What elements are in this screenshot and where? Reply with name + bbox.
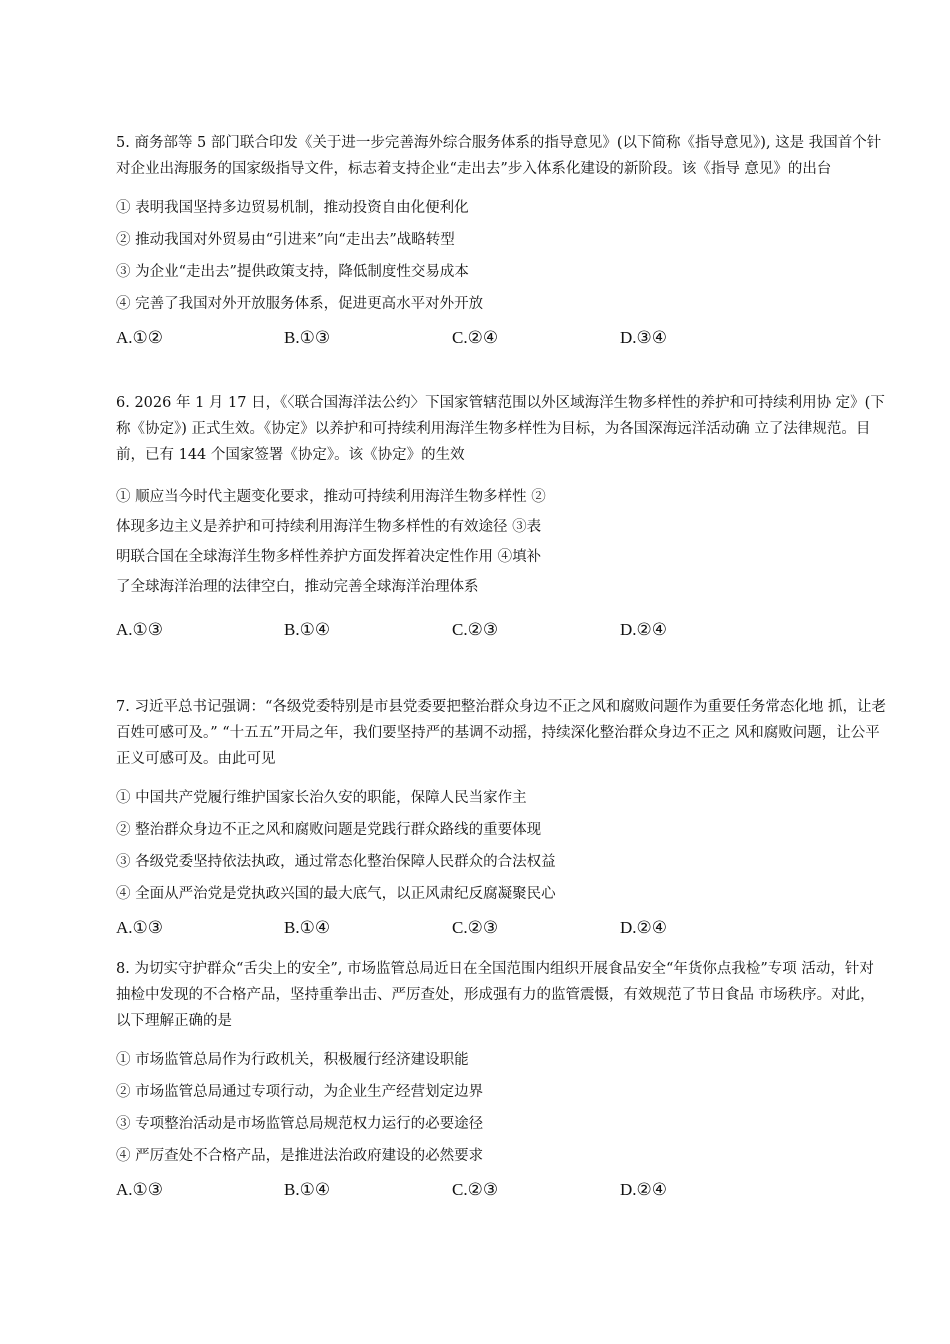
option-item: ④ 严厉查处不合格产品，是推进法治政府建设的必然要求 xyxy=(116,1148,484,1164)
option-item: ③ 专项整治活动是市场监管总局规范权力运行的必要途径 xyxy=(116,1116,484,1132)
option-item: ① 表明我国坚持多边贸易机制，推动投资自由化便利化 xyxy=(116,200,469,216)
answer-choices xyxy=(116,914,886,942)
answer-c: C.②③ xyxy=(452,1180,499,1199)
question-stem: 5. 商务部等 5 部门联合印发《关于进一步完善海外综合服务体系的指导意见》(以下简称《指导意见》), 这是 我国首个针对企业出海服务的国家级指导文件，标志着支持企业“走出去”步入体系化建设的新阶段。该《指导 意见》的出台 xyxy=(116,135,882,177)
answer-a: A.①③ xyxy=(116,918,164,937)
option-item: ③ 为企业“走出去”提供政策支持，降低制度性交易成本 xyxy=(116,264,469,280)
option-item: ④ 完善了我国对外开放服务体系，促进更高水平对外开放 xyxy=(116,296,484,312)
option-item: ② 市场监管总局通过专项行动，为企业生产经营划定边界 xyxy=(116,1084,484,1100)
answer-a: A.①② xyxy=(116,328,164,347)
answer-d: D.②④ xyxy=(620,1180,668,1199)
answer-choices xyxy=(116,616,886,644)
answer-c: C.②③ xyxy=(452,620,499,639)
answer-a: A.①③ xyxy=(116,620,164,639)
answer-d: D.③④ xyxy=(620,328,668,347)
option-item: ③ 各级党委坚持依法执政，通过常态化整治保障人民群众的合法权益 xyxy=(116,854,556,870)
option-item: ① 中国共产党履行维护国家长治久安的职能，保障人民当家作主 xyxy=(116,790,527,806)
option-item: ① 市场监管总局作为行政机关，积极履行经济建设职能 xyxy=(116,1052,469,1068)
question-8 xyxy=(116,956,886,1204)
options-block: ① 顺应当今时代主题变化要求，推动可持续利用海洋生物多样性 ②体现多边主义是养护和可持续利用海洋生物多样性的有效途径 ③表明联合国在全球海洋生物多样性养护方面发挥着决定性作用 ④填补了全球海洋治理的法律空白，推动完善全球海洋治理体系 xyxy=(116,489,546,595)
options-list xyxy=(116,782,886,910)
answer-b: B.①④ xyxy=(284,1180,331,1199)
question-stem: 6. 2026 年 1 月 17 日，《〈联合国海洋法公约〉下国家管辖范围以外区域海洋生物多样性的养护和可持续利用协 定》(下称《协定》) 正式生效。《协定》以养护和可持续利用海洋生物多样性为目标，为各国深海远洋活动确 立了法律规范。目前，已有 144 个国家签署《协定》。该《协定》的生效 xyxy=(116,395,885,463)
question-stem: 7. 习近平总书记强调：“各级党委特别是市县党委要把整治群众身边不正之风和腐败问题作为重要任务常态化地 抓，让老百姓可感可及。” “十五五”开局之年，我们要坚持严的基调不动摇，持续深化整治群众身边不正之 风和腐败问题，让公平正义可感可及。由此可见 xyxy=(116,699,886,767)
question-7 xyxy=(116,694,886,942)
options-list xyxy=(116,192,886,320)
answer-choices xyxy=(116,324,886,352)
question-6 xyxy=(116,390,886,644)
answer-b: B.①④ xyxy=(284,918,331,937)
option-item: ② 推动我国对外贸易由“引进来”向“走出去”战略转型 xyxy=(116,232,455,248)
answer-b: B.①③ xyxy=(284,328,331,347)
answer-b: B.①④ xyxy=(284,620,331,639)
question-5 xyxy=(116,130,886,352)
option-item: ④ 全面从严治党是党执政兴国的最大底气，以正风肃纪反腐凝聚民心 xyxy=(116,886,556,902)
answer-a: A.①③ xyxy=(116,1180,164,1199)
option-item: ② 整治群众身边不正之风和腐败问题是党践行群众路线的重要体现 xyxy=(116,822,542,838)
question-stem: 8. 为切实守护群众“舌尖上的安全”, 市场监管总局近日在全国范围内组织开展食品安全“年货你点我检”专项 活动，针对抽检中发现的不合格产品，坚持重拳出击、严厉查处，形成强有力的监管震慑，有效规范了节日食品 市场秩序。对此，以下理解正确的是 xyxy=(116,961,875,1029)
answer-d: D.②④ xyxy=(620,620,668,639)
options-list xyxy=(116,1044,886,1172)
answer-c: C.②④ xyxy=(452,328,499,347)
answer-d: D.②④ xyxy=(620,918,668,937)
answer-c: C.②③ xyxy=(452,918,499,937)
answer-choices xyxy=(116,1176,886,1204)
